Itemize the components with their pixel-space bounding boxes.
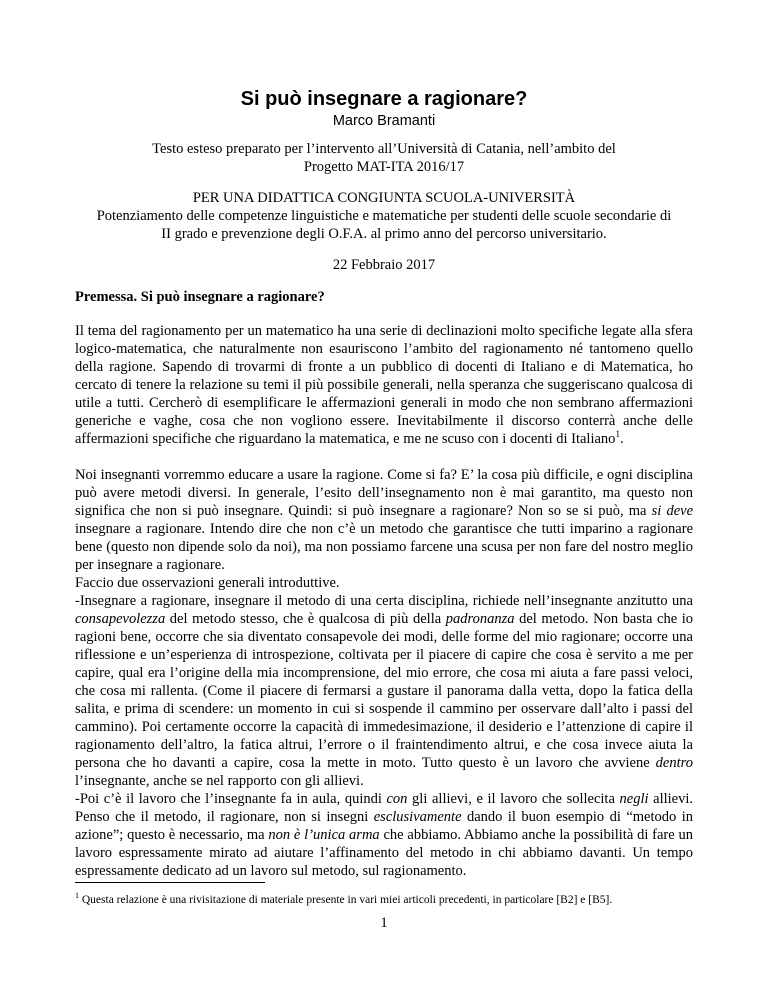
project-description-line-2: II grado e prevenzione degli O.F.A. al primo anno del percorso universitario. [161,226,607,242]
paragraph-5-text-c: allievi. Penso che il metodo, il ragionare, non si insegni [75,791,693,825]
section-heading: Premessa. Si può insegnare a ragionare? [75,289,325,305]
paragraph-5-text-d: dando il buon esempio di “metodo in azione”; questo è necessario, ma [75,809,693,843]
paragraph-4-text-c: del metodo. Non basta che io ragioni bene, occorre che sia diventato consapevole dei modi, delle forme del mio ragionare; occorre una riflessione e un’esperienza di introspezione, coltivata per il piacere di capire che cosa è servito a me per capire, qual era l’origine della mia incomprensione, del mio errore, che cosa mi aiuta a fare passi veloci, che cosa mi rallenta. (Come il piacere di fermarsi a gustare il panorama dalla vetta, dopo la fatica della salita, e prima di scendere: un momento in cui si sospende il cammino per osservare dall’alto i passi del cammino). Poi certamente occorre la capacità di immedesimazione, il desiderio e l’attenzione di capire il ragionamento dell’altro, la fatica altrui, l’errore o il fraintendimento altrui, e che cosa invece aiuta la persona che ho davanti a capire, cosa la mette in moto. Tutto questo è un lavoro che avviene [75,611,693,771]
paragraph-5-emphasis-4: non è l’unica arma [268,827,380,843]
paragraph-4-emphasis-2: padronanza [445,611,515,627]
footnote-divider [75,882,265,883]
paragraph-1 [75,322,693,448]
paragraph-4-text-a: -Insegnare a ragionare, insegnare il metodo di una certa disciplina, richiede nell’insegnante anzitutto una [75,593,693,609]
paragraph-5-emphasis-2: negli [619,791,649,807]
document-title: Si può insegnare a ragionare? [240,88,528,110]
subtitle [75,140,693,176]
paragraph-5-emphasis-3: esclusivamente [373,809,462,825]
paragraph-4 [75,592,693,790]
paragraph-1-text: Il tema del ragionamento per un matematico ha una serie di declinazioni molto specifiche legate alla sfera logico-matematica, che naturalmente non esauriscono l’ambito del ragionamento né tantomeno quello della ragione. Sapendo di trovarmi di fronte a un pubblico di docenti di Italiano e di Matematica, ho cercato di tenere la relazione su temi il più possibile generali, nella speranza che suggeriscano qualcosa di utile a tutti. Cercherò di esemplificare le affermazioni generali in modo che non sembrano affermazioni generiche e vaghe, cosa che non vogliono essere. Inevitabilmente il discorso conterrà anche delle affermazioni specifiche che riguardano la matematica, e me ne scuso con i docenti di Italiano [75,323,693,447]
paragraph-5 [75,790,693,880]
project-heading: PER UNA DIDATTICA CONGIUNTA SCUOLA-UNIVERSITÀ [192,190,576,206]
paragraph-4-emphasis-3: dentro [655,755,693,771]
paragraph-2 [75,466,693,574]
footnote-number: 1 [75,891,79,901]
subtitle-line-1: Testo esteso preparato per l’intervento all’Università di Catania, nell’ambito del [152,141,616,157]
paragraph-2-text-b: insegnare a ragionare. Intendo dire che non c’è un metodo che garantisce che tutti imparino a ragionare bene (questo non dipende solo da noi), ma non possiamo farcene una scusa per non fare del nostro meglio per insegnare a ragionare. [75,521,693,573]
footnote-text: Questa relazione è una rivisitazione di materiale presente in vari miei articoli precedenti, in particolare [B2] e [B5]. [79,894,613,906]
page-number: 1 [380,915,388,931]
paragraph-4-text-b: del metodo stesso, che è qualcosa di più della [165,611,446,627]
paragraph-4-text-d: l’insegnante, anche se nel rapporto con gli allievi. [75,773,364,789]
project-description [75,207,693,243]
body-text [75,322,693,880]
document-date: 22 Febbraio 2017 [332,257,436,273]
footnote-ref[interactable]: 1 [615,429,620,440]
paragraph-4-emphasis-1: consapevolezza [75,611,166,627]
paragraph-2-text-a: Noi insegnanti vorremmo educare a usare la ragione. Come si fa? E’ la cosa più difficile, e ogni disciplina può avere metodi diversi. In generale, l’esito dell’insegnamento non è mai garantito, ma questo non significa che non si può insegnare. Quindi: si può insegnare a ragionare? Non so se si può, ma [75,467,693,519]
paragraph-5-text-b: gli allievi, e il lavoro che sollecita [407,791,620,807]
paragraph-3: Faccio due osservazioni generali introduttive. [75,575,340,591]
footnote [75,893,693,907]
paragraph-2-emphasis: si deve [651,503,693,519]
paragraph-5-emphasis-1: con [386,791,408,807]
subtitle-line-2: Progetto MAT-ITA 2016/17 [303,159,465,175]
paragraph-5-text-e: che abbiamo. Abbiamo anche la possibilità di fare un lavoro espressamente mirato ad aiutare l’affinamento del metodo in chi abbiamo davanti. Un tempo espressamente dedicato ad un lavoro sul metodo, sul ragionamento. [75,827,693,879]
project-description-line-1: Potenziamento delle competenze linguistiche e matematiche per studenti delle scuole secondarie di [96,208,672,224]
paragraph-5-text-a: -Poi c’è il lavoro che l’insegnante fa in aula, quindi [75,791,387,807]
paragraph-1-end: . [619,431,624,447]
author-name: Marco Bramanti [332,113,436,129]
